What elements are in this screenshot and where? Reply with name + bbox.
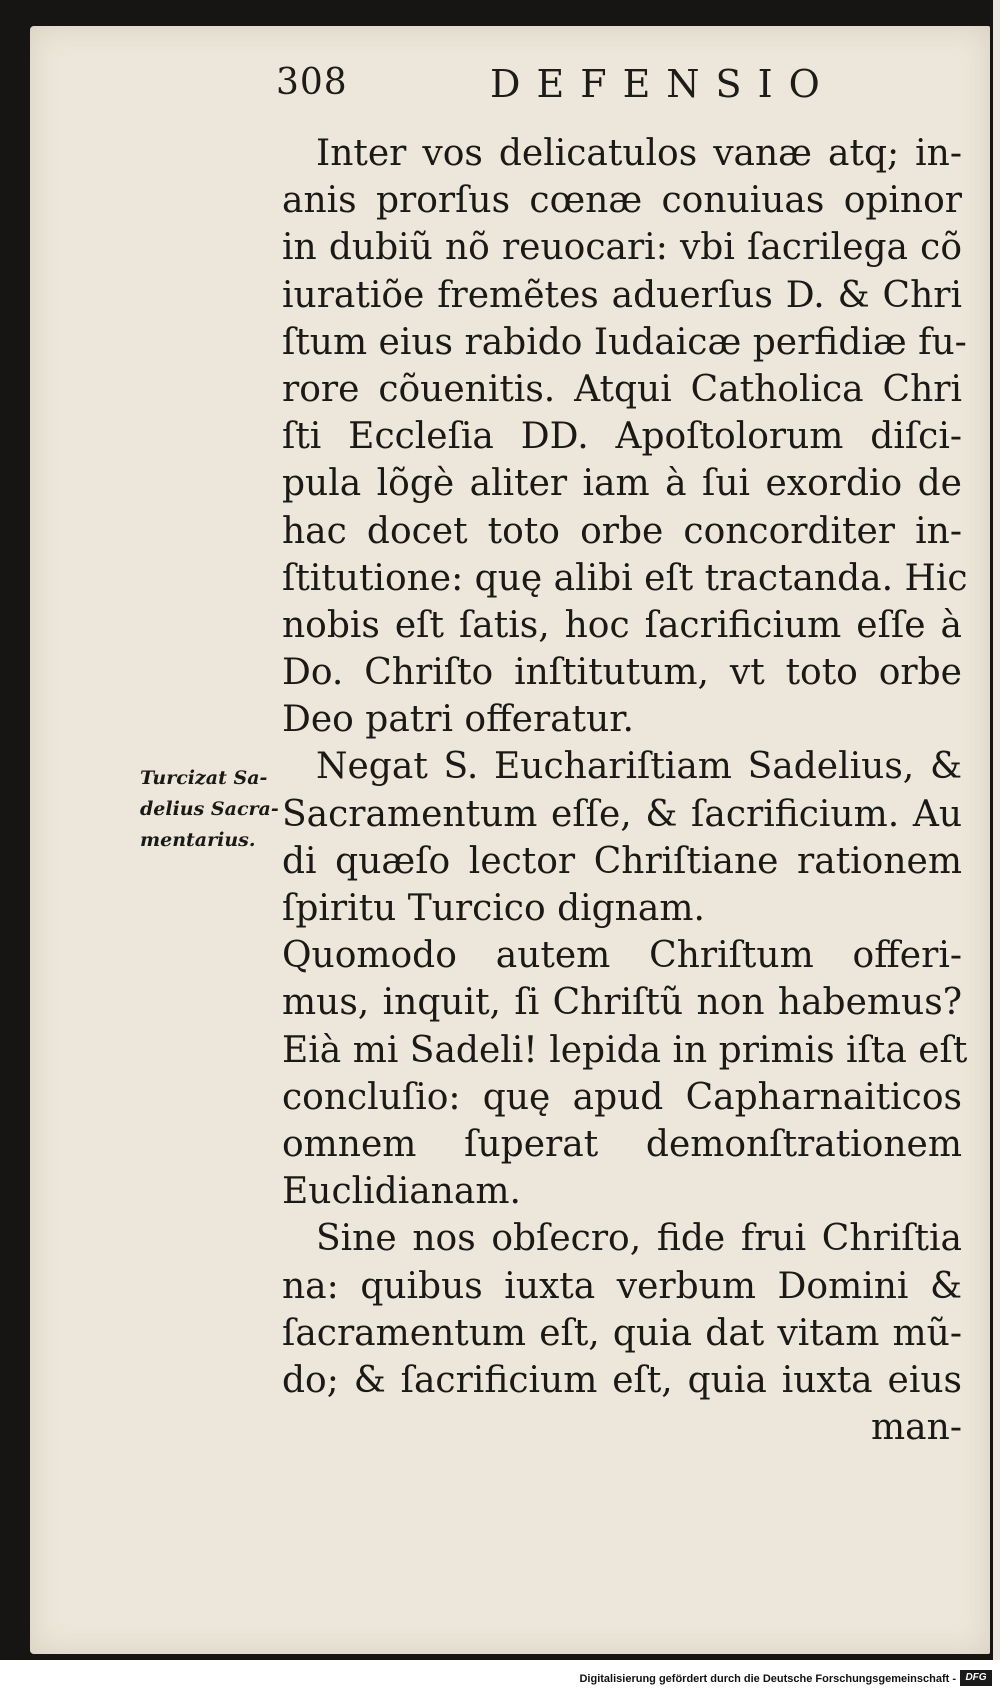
text-line: nobis eſt ſatis, hoc ſacrificium eſſe à xyxy=(282,604,962,646)
text-line: rore cõuenitis. Atqui Catholica Chri xyxy=(282,368,962,410)
text-line: ſacramentum eſt, quia dat vitam mũ- xyxy=(282,1312,962,1354)
text-line: Euclidianam. xyxy=(282,1171,521,1213)
text-line: Deo patri offeratur. xyxy=(282,699,635,741)
text-line: ſtitutione: quę alibi eſt tractanda. Hic xyxy=(282,557,968,599)
text-line: anis prorſus cœnæ conuiuas opinor xyxy=(282,180,962,222)
text-line: Negat S. Euchariſtiam Sadelius, & xyxy=(316,746,962,788)
running-head-title: DEFENSIO xyxy=(490,62,836,106)
marginal-note-line: mentarius. xyxy=(140,829,256,851)
dfg-logo: DFG xyxy=(960,1670,992,1686)
text-line: ſtum eius rabido Iudaicæ perfidiæ fu- xyxy=(282,321,967,363)
marginal-note-line: Turcizat Sa- xyxy=(140,767,268,789)
text-line: ſti Eccleſia DD. Apoſtolorum diſci- xyxy=(282,416,962,458)
scan-edge xyxy=(993,0,1000,1660)
marginal-note xyxy=(140,763,290,856)
text-line: pula lõgè aliter iam à ſui exordio de xyxy=(282,463,962,505)
text-line: Sacramentum eſſe, & ſacrificium. Au xyxy=(282,793,962,835)
text-line: Sine nos obſecro, fide frui Chriſtia xyxy=(316,1218,962,1260)
text-line: ſpiritu Turcico dignam. xyxy=(282,888,705,929)
text-line: in dubiũ nõ reuocari: vbi ſacrilega cõ xyxy=(282,227,962,269)
text-line: hac docet toto orbe concorditer in- xyxy=(282,510,962,552)
text-line: na: quibus iuxta verbum Domini & xyxy=(282,1265,962,1307)
text-line: Quomodo autem Chriſtum offeri- xyxy=(282,935,962,977)
marginal-note-line: delius Sacra- xyxy=(140,798,279,820)
text-line: mus, inquit, ſi Chriſtũ non habemus? xyxy=(282,982,962,1024)
page-number: 308 xyxy=(276,62,348,103)
text-line: iuratiõe fremẽtes aduerſus D. & Chri xyxy=(282,274,962,316)
funding-credit: Digitalisierung gefördert durch die Deutsche Forschungsgemeinschaft - xyxy=(579,1673,956,1685)
text-line: Eià mi Sadeli! lepida in primis iſta eſt xyxy=(282,1029,968,1071)
text-line: di quæſo lector Chriſtiane rationem xyxy=(282,840,962,882)
text-line: Do. Chriſto inſtitutum, vt toto orbe xyxy=(282,652,962,694)
text-line: concluſio: quę apud Capharnaiticos xyxy=(282,1076,962,1118)
catchword: man- xyxy=(871,1407,962,1449)
body-text xyxy=(282,130,968,1451)
text-line: omnem ſuperat demonſtrationem xyxy=(282,1123,962,1165)
text-line: Inter vos delicatulos vanæ atq; in- xyxy=(316,133,962,174)
text-line: do; & ſacrificium eſt, quia iuxta eius xyxy=(282,1359,962,1401)
